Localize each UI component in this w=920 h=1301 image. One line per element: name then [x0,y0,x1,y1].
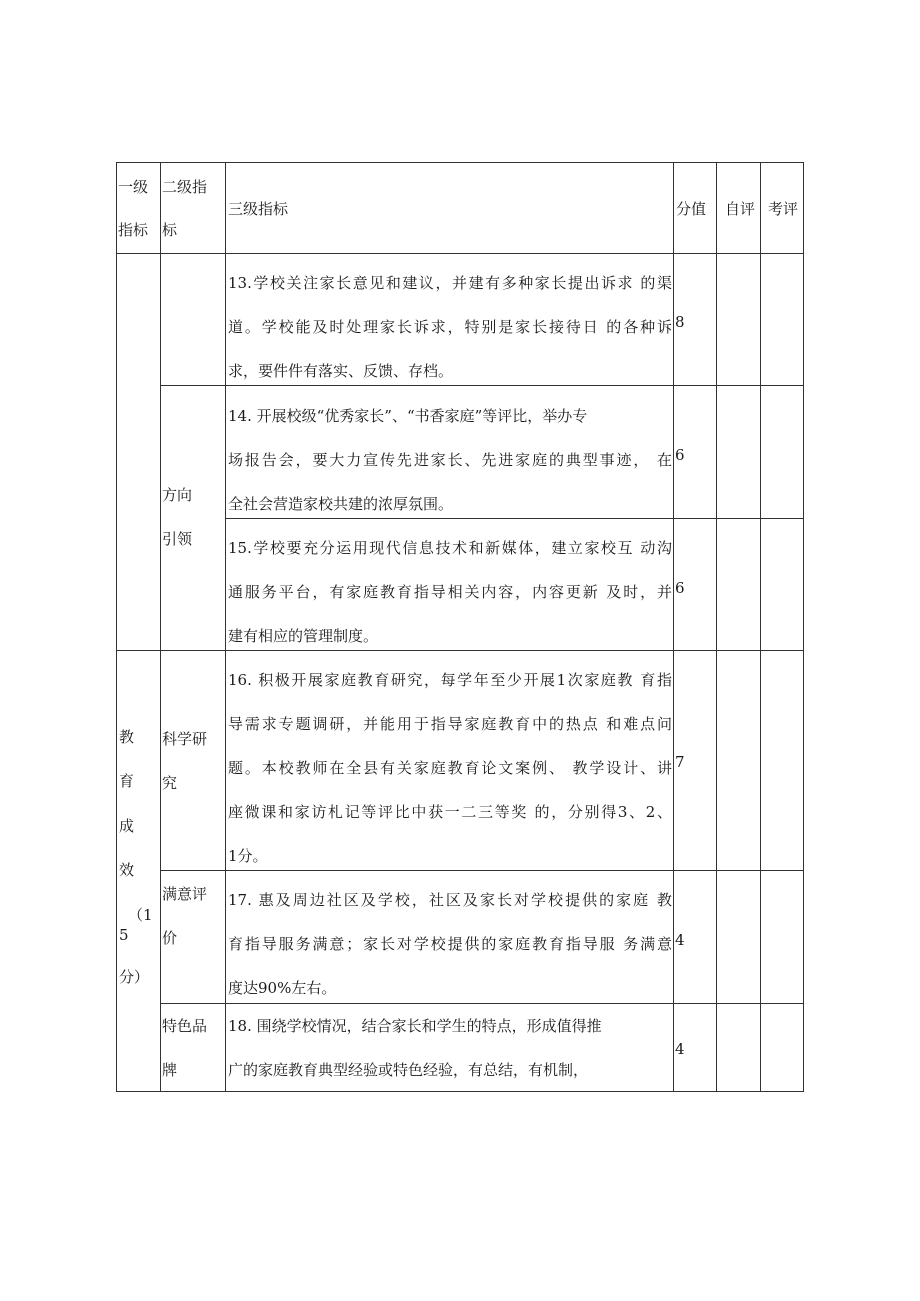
criterion-line: 17. 惠及周边社区及学校，社区及家长对学校提供的家庭 教 [228,891,672,909]
level2-line: 科学研 [162,730,208,748]
score-value: 4 [675,1040,685,1058]
header-level2-line: 二级指 [162,178,208,196]
criterion-14 [228,405,672,515]
level1-points: （1 [128,906,153,924]
level1-char: 教 [119,728,135,746]
table-border-right [803,162,804,1092]
column-divider [673,162,674,1092]
self-eval-cell[interactable] [717,651,760,870]
criterion-line: 15.学校要充分运用现代信息技术和新媒体，建立家校互 动沟 [228,539,672,557]
review-eval-cell[interactable] [761,519,803,650]
level2-line: 特色品 [162,1017,208,1035]
criterion-15 [228,537,672,647]
level1-char: 效 [119,861,135,879]
score-value: 6 [675,579,685,597]
criterion-16 [228,669,672,867]
review-eval-cell[interactable] [761,651,803,870]
level2-line: 方向 [162,486,193,504]
self-eval-cell[interactable] [717,254,760,385]
score-value: 4 [675,931,685,949]
row-divider [160,385,804,386]
level2-line: 牌 [162,1061,178,1079]
review-eval-cell[interactable] [761,254,803,385]
header-level2-line: 标 [162,221,178,239]
header-score: 分值 [676,200,707,218]
header-level3: 三级指标 [228,200,289,218]
level2-line: 究 [162,774,178,792]
self-eval-cell[interactable] [717,386,760,518]
header-level1-line: 指标 [118,221,149,239]
table-border-top [116,162,804,163]
criterion-line: 道。学校能及时处理家长诉求，特别是家长接待日 的各种诉 [228,318,672,336]
level2-line: 价 [162,929,178,947]
criterion-line: 导需求专题调研，并能用于指导家庭教育中的热点 和难点问 [228,715,672,733]
criterion-line: 13.学校关注家长意见和建议，并建有多种家长提出诉求 的渠 [228,274,672,292]
criterion-line: 题。本校教师在全县有关家庭教育论文案例、 教学设计、讲 [228,759,672,777]
self-eval-cell[interactable] [717,519,760,650]
level2-line: 满意评 [162,885,208,903]
row-divider [160,870,804,871]
criterion-line-last: 建有相应的管理制度。 [228,627,379,645]
criterion-line: 通服务平台，有家庭教育指导相关内容，内容更新 及时，并 [228,583,672,601]
score-value: 7 [675,753,685,771]
criterion-line: 座微课和家访札记等评比中获一二三等奖 的，分别得3、2、 [228,803,672,821]
level1-char: 成 [119,817,135,835]
review-eval-cell[interactable] [761,871,803,1003]
criterion-line-last: 广的家庭教育典型经验或特色经验，有总结，有机制， [228,1061,589,1079]
column-divider [160,162,161,1092]
criterion-17 [228,889,672,999]
level1-points: 分） [119,968,150,986]
criterion-line: 14. 开展校级“优秀家长”、“书香家庭”等评比，举办专 [228,407,588,425]
table-border-bottom [116,1091,804,1092]
criterion-18 [228,1015,672,1089]
criterion-line: 场报告会，要大力宣传先进家长、先进家庭的典型事迹， 在 [228,451,672,469]
criterion-line-last: 全社会营造家校共建的浓厚氛围。 [228,495,454,513]
header-review-eval: 考评 [768,200,799,218]
self-eval-cell[interactable] [717,1004,760,1091]
criterion-line-last: 求，要件件有落实、反馈、存档。 [228,362,454,380]
level1-points: 5 [119,926,129,944]
criterion-13 [228,272,672,382]
criterion-line-last: 度达90%左右。 [228,979,337,997]
criterion-line: 育指导服务满意；家长对学校提供的家庭教育指导服 务满意 [228,935,672,953]
score-value: 8 [675,313,685,331]
row-divider [116,650,804,651]
criterion-line-last: 1分。 [228,847,268,865]
self-eval-cell[interactable] [717,871,760,1003]
header-self-eval: 自评 [725,200,756,218]
header-divider [116,253,804,254]
column-divider [225,162,226,1092]
criterion-line: 16. 积极开展家庭教育研究，每学年至少开展1次家庭教 育指 [228,671,672,689]
review-eval-cell[interactable] [761,1004,803,1091]
review-eval-cell[interactable] [761,386,803,518]
row-divider [160,1003,804,1004]
score-value: 6 [675,446,685,464]
level1-char: 育 [119,772,135,790]
header-level1-line: 一级 [118,178,149,196]
table-border-left [116,162,117,1092]
criterion-line: 18. 围绕学校情况，结合家长和学生的特点，形成值得推 [228,1017,602,1035]
level2-line: 引领 [162,530,193,548]
